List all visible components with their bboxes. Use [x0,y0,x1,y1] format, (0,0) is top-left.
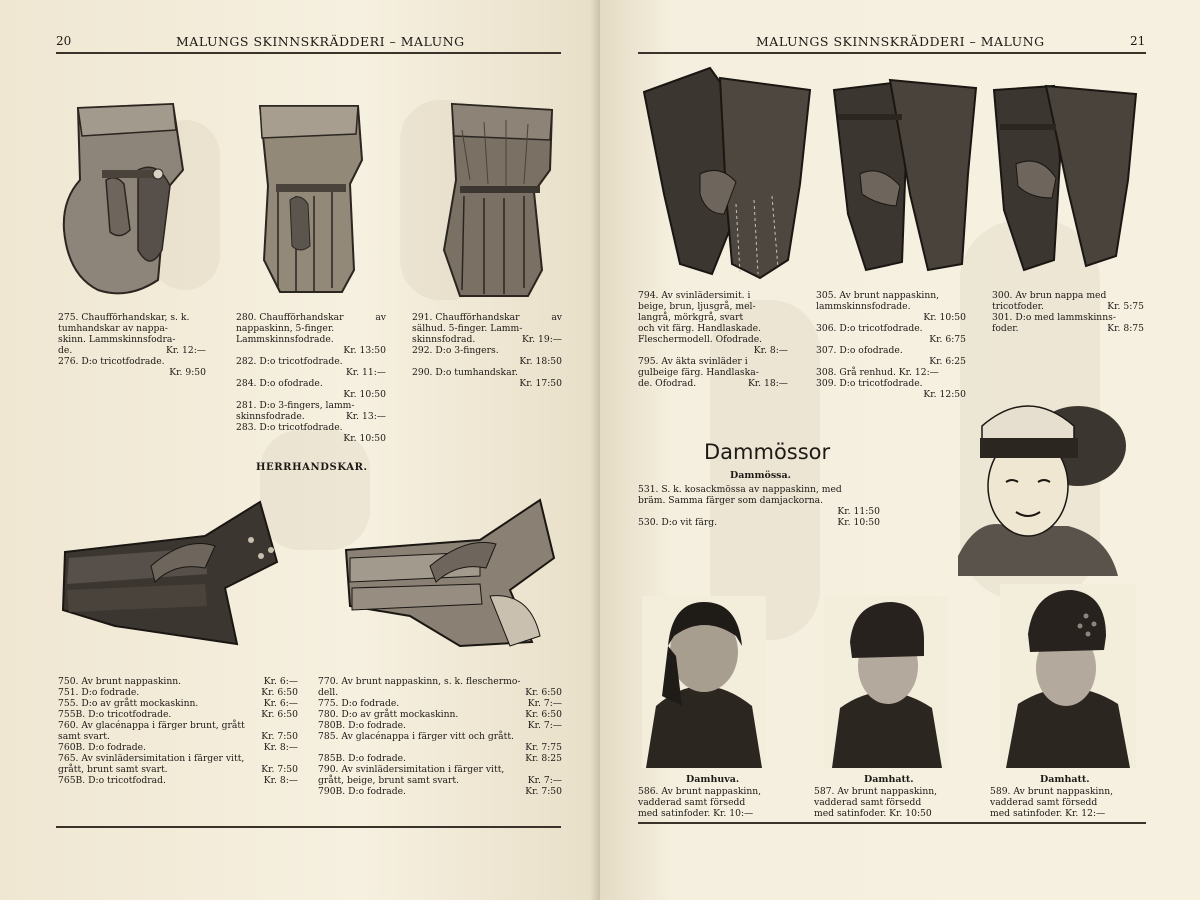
sealskin-glove-image [432,100,562,300]
mens-glove-pair-light [340,496,565,656]
caption-text: 531. S. k. kosackmössa av nappaskinn, med [638,484,842,495]
caption-line [318,676,562,687]
caption-price: Kr. 8:25 [525,753,562,764]
caption-text: och vit färg. Handlaskade. [638,323,761,334]
caption-text: grått, brunt samt svart. [58,764,168,775]
caption-line [638,495,880,506]
woman-fur-hat-illustration [938,386,1138,590]
caption-price: Kr. 6:75 [929,334,966,345]
caption-price: Kr. 8:— [263,775,298,786]
caption-line [638,797,788,808]
caption-line [638,356,788,367]
mens-glove-pair-brown [55,496,280,656]
caption-text: 780B. D:o fodrade. [318,720,406,731]
caption-text: 284. D:o ofodrade. [236,378,323,389]
caption-text: 530. D:o vit färg. [638,517,718,528]
caption-text: tumhandskar av nappa- [58,323,168,334]
caption-line [58,323,206,334]
caption-text: med satinfoder. Kr. 10:— [638,808,754,819]
caption-line [58,775,298,786]
glove-caption-275 [58,312,206,378]
caption-text: beige, brun, ljusgrå, mel- [638,301,756,312]
caption-price: Kr. 18:50 [519,356,562,367]
caption-line [992,290,1144,301]
caption-price: Kr. 6:— [263,698,298,709]
caption-text: 770. Av brunt nappaskinn, s. k. fleschermo- [318,676,521,687]
caption-line [318,709,562,720]
caption-line [236,312,386,323]
caption-text: 587. Av brunt nappaskinn, [814,786,938,797]
caption-price: Kr. 8:— [263,742,298,753]
caption-line [318,775,562,786]
caption-line [638,517,880,528]
caption-line [816,334,966,345]
caption-line [58,709,298,720]
caption-line [638,345,788,356]
caption-text: gulbeige färg. Handlaska- [638,367,759,378]
caption-text: vadderad samt försedd [814,797,922,808]
caption-text: 785B. D:o fodrade. [318,753,406,764]
caption-line [236,433,386,444]
caption-price: Kr. 6:50 [525,687,562,698]
footer-rule [638,822,1146,824]
caption-line [58,356,206,367]
caption-line [318,698,562,709]
caption-text: 794. Av svinlädersimit. i [638,290,751,301]
caption-price: Kr. 10:50 [837,517,880,528]
caption-text: de. Ofodrad. [638,378,697,389]
caption-text: 301. D:o med lammskinns- [992,312,1116,323]
caption-line [816,301,966,312]
caption-line [58,742,298,753]
caption-line [58,764,298,775]
caption-text: 282. D:o tricotfodrade. [236,356,343,367]
caption-line [814,797,968,808]
caption-text: sälhud. 5-finger. Lamm- [412,323,523,334]
caption-text: 790B. D:o fodrade. [318,786,406,797]
caption-line [412,378,562,389]
caption-price: Kr. 5:75 [1107,301,1144,312]
caption-line [638,378,788,389]
caption-text: 308. Grå renhud. Kr. 12:— [816,367,939,378]
caption-line [58,312,206,323]
caption-line [412,367,562,378]
caption-price: Kr. 9:50 [169,367,206,378]
caption-line [990,808,1144,819]
caption-price: Kr. 7:50 [261,764,298,775]
caption-line [236,334,386,345]
damhatt-587-title: Damhatt. [864,774,914,785]
glove-caption-305 [816,290,966,400]
caption-price: Kr. 11:50 [837,506,880,517]
caption-line [990,786,1144,797]
caption-price: Kr. 6:50 [261,687,298,698]
caption-price: Kr. 7:75 [525,742,562,753]
running-head: MALUNGS SKINNSKRÄDDERI – MALUNG [176,34,465,49]
caption-line [638,484,880,495]
caption-line [992,301,1144,312]
caption-line [638,290,788,301]
caption-line [236,378,386,389]
caption-text: 755. D:o av grått mockaskinn. [58,698,199,709]
caption-line [318,764,562,775]
caption-price: Kr. 12:50 [923,389,966,400]
caption-text: samt svart. [58,731,110,742]
mens-glove-caption-770 [318,676,562,797]
damhatt-589-title: Damhatt. [1040,774,1090,785]
page-number: 21 [1130,34,1146,48]
caption-line [816,290,966,301]
caption-line [236,367,386,378]
caption-line [58,345,206,356]
caption-text: vadderad samt försedd [990,797,1098,808]
section-title-dammossor: Dammössor [704,440,831,464]
caption-line [638,334,788,345]
caption-line [638,808,788,819]
caption-text: de. [58,345,73,356]
caption-text: 300. Av brun nappa med [992,290,1107,301]
damhatt-589-photo [1000,584,1136,768]
nappa-glove-image [830,74,978,274]
caption-line [412,334,562,345]
caption-text: 790. Av svinlädersimitation i färger vitt, [318,764,505,775]
caption-text: skinn. Lammskinnsfodra- [58,334,176,345]
running-head: MALUNGS SKINNSKRÄDDERI – MALUNG [756,34,1045,49]
caption-price: Kr. 8:— [753,345,788,356]
caption-price: Kr. 6:— [263,676,298,687]
caption-text: 750. Av brunt nappaskinn. [58,676,182,687]
damhatt-caption-589 [990,786,1144,819]
caption-price: Kr. 7:50 [261,731,298,742]
caption-text: grått, beige, brunt samt svart. [318,775,460,786]
caption-text: 281. D:o 3-fingers, lamm- [236,400,355,411]
caption-line [814,808,968,819]
caption-line [236,411,386,422]
caption-text: skinnsfodrade. [236,411,305,422]
caption-text: 306. D:o tricotfodrade. [816,323,923,334]
caption-text: lammskinnsfodrade. [816,301,911,312]
caption-line [638,786,788,797]
caption-text: 307. D:o ofodrade. [816,345,903,356]
caption-text: bräm. Samma färger som damjackorna. [638,495,824,506]
caption-line [236,422,386,433]
footer-rule [56,826,561,828]
caption-text: 309. D:o tricotfodrade. [816,378,923,389]
caption-text: med satinfoder. Kr. 12:— [990,808,1106,819]
header-rule [56,52,561,54]
caption-line [318,687,562,698]
caption-line [58,720,298,731]
caption-line [638,323,788,334]
caption-text: 292. D:o 3-fingers. [412,345,499,356]
caption-text: med satinfoder. Kr. 10:50 [814,808,932,819]
caption-price: Kr. 19:— [521,334,562,345]
caption-price: Kr. 6:50 [261,709,298,720]
caption-text: vadderad samt försedd [638,797,746,808]
caption-price: Kr. 10:50 [923,312,966,323]
damhuva-title: Damhuva. [686,774,740,785]
caption-text: Lammskinnsfodrade. [236,334,334,345]
caption-line [318,786,562,797]
caption-line [814,786,968,797]
pigskin-glove-image [640,64,818,284]
caption-line [412,345,562,356]
caption-text: 751. D:o fodrade. [58,687,140,698]
caption-line [58,676,298,687]
header-rule [638,52,1146,54]
caption-price: av [551,312,562,323]
caption-price: Kr. 10:50 [343,389,386,400]
mens-glove-caption-750 [58,676,298,786]
caption-line [816,345,966,356]
caption-text: 276. D:o tricotfodrade. [58,356,165,367]
dammossa-caption-531 [638,484,880,528]
caption-text: 765. Av svinlädersimitation i färger vitt, [58,753,245,764]
caption-text: Fleschermodell. Ofodrade. [638,334,763,345]
caption-line [638,367,788,378]
caption-line [318,753,562,764]
mitten-glove-image [58,100,198,300]
glove-caption-291 [412,312,562,389]
caption-text: 760B. D:o fodrade. [58,742,146,753]
caption-line [236,356,386,367]
caption-text: nappaskinn, 5-finger. [236,323,335,334]
caption-text: 775. D:o fodrade. [318,698,400,709]
caption-price: Kr. 12:— [165,345,206,356]
damhuva-caption-586 [638,786,788,819]
caption-line [318,731,562,742]
caption-text: dell. [318,687,339,698]
caption-price: Kr. 13:— [345,411,386,422]
caption-price: Kr. 18:— [747,378,788,389]
caption-price: Kr. 10:50 [343,433,386,444]
caption-text: 795. Av äkta svinläder i [638,356,748,367]
caption-price: av [375,312,386,323]
dammossa-subtitle: Dammössa. [730,470,791,481]
caption-text: 280. Chaufförhandskar [236,312,344,323]
caption-line [236,389,386,400]
caption-line [236,400,386,411]
glove-caption-300 [992,290,1144,334]
caption-line [412,356,562,367]
caption-price: Kr. 7:— [527,775,562,786]
caption-line [58,334,206,345]
caption-line [58,367,206,378]
caption-price: Kr. 8:75 [1107,323,1144,334]
caption-text: 780. D:o av grått mockaskinn. [318,709,459,720]
section-heading-herrhandskar: HERRHANDSKAR. [256,462,368,473]
caption-line [318,720,562,731]
caption-price: Kr. 11:— [345,367,386,378]
caption-text: 275. Chaufförhandskar, s. k. [58,312,190,323]
caption-line [992,312,1144,323]
caption-text: 785. Av glacénappa i färger vitt och grått. [318,731,514,742]
caption-text: foder. [992,323,1019,334]
caption-line [236,323,386,334]
caption-line [58,731,298,742]
caption-price: Kr. 6:25 [929,356,966,367]
caption-price: Kr. 13:50 [343,345,386,356]
glove-caption-280 [236,312,386,444]
caption-text: 760. Av glacénappa i färger brunt, grått [58,720,245,731]
caption-price: Kr. 17:50 [519,378,562,389]
caption-text: 283. D:o tricotfodrade. [236,422,343,433]
caption-line [412,323,562,334]
damhatt-caption-587 [814,786,968,819]
right-page [600,0,1200,900]
damhatt-587-photo [824,596,948,768]
caption-line [58,687,298,698]
caption-line [318,742,562,753]
caption-price: Kr. 7:— [527,698,562,709]
caption-line [638,312,788,323]
damhuva-photo [642,596,766,768]
caption-text: 755B. D:o tricotfodrade. [58,709,172,720]
caption-text: skinnsfodrad. [412,334,476,345]
caption-text: langrå, mörkgrå, svart [638,312,744,323]
caption-price: Kr. 7:— [527,720,562,731]
caption-line [816,312,966,323]
caption-text: tricotfoder. [992,301,1044,312]
caption-text: 589. Av brunt nappaskinn, [990,786,1114,797]
gauntlet-glove-image [250,100,370,300]
caption-line [638,301,788,312]
caption-price: Kr. 7:50 [525,786,562,797]
caption-text: 290. D:o tumhandskar. [412,367,518,378]
caption-line [992,323,1144,334]
page-number: 20 [56,34,72,48]
glove-caption-794 [638,290,788,389]
caption-line [58,753,298,764]
caption-line [816,323,966,334]
caption-line [816,356,966,367]
caption-line [412,312,562,323]
caption-text: 765B. D:o tricotfodrad. [58,775,166,786]
caption-text: 291. Chaufförhandskar [412,312,520,323]
tricot-glove-image [990,80,1138,280]
caption-line [816,367,966,378]
caption-text: 586. Av brunt nappaskinn, [638,786,762,797]
caption-text: 305. Av brunt nappaskinn, [816,290,940,301]
caption-line [990,797,1144,808]
caption-line [58,698,298,709]
caption-price: Kr. 6:50 [525,709,562,720]
caption-line [638,506,880,517]
caption-line [236,345,386,356]
